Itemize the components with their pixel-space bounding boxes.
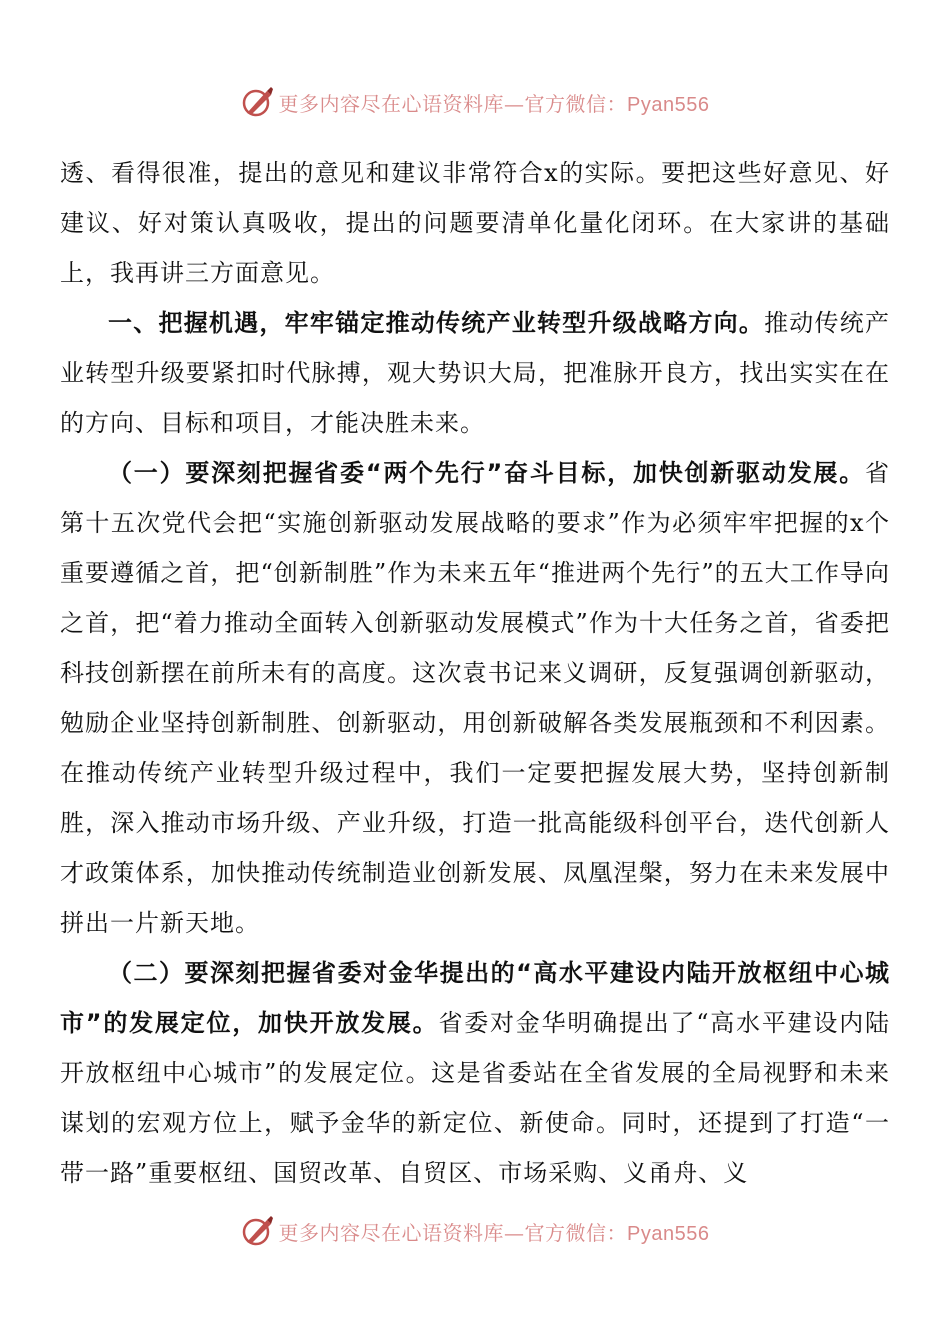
subsection-two-heading: （二）要深刻把握省委对金华提出的“高水平建设内陆开放枢纽中心城市”的发展定位，加快开放发展。 (60, 959, 890, 1037)
subsection-one-heading: （一）要深刻把握省委“两个先行”奋斗目标，加快创新驱动发展。 (108, 459, 865, 487)
pen-nib-logo-icon (241, 85, 275, 119)
subsection-one-text: 省第十五次党代会把“实施创新驱动发展战略的要求”作为必须牢牢把握的x个重要遵循之首，把“创新制胜”作为未来五年“推进两个先行”的五大工作导向之首，把“着力推动全面转入创新驱动发展模式”作为十大任务之首，省委把科技创新摆在前所未有的高度。这次袁书记来义调研，反复强调创新驱动，勉励企业坚持创新制胜、创新驱动，用创新破解各类发展瓶颈和不利因素。在推动传统产业转型升级过程中，我们一定要把握发展大势，坚持创新制胜，深入推动市场升级、产业升级，打造一批高能级科创平台，迭代创新人才政策体系，加快推动传统制造业创新发展、凤凰涅槃，努力在未来发展中拼出一片新天地。 (60, 459, 890, 937)
section-one-heading: 一、把握机遇，牢牢锚定推动传统产业转型升级战略方向。 (108, 309, 765, 337)
watermark-wechat-id: Pyan556 (627, 1222, 710, 1245)
section-one-text: 推动传统产业转型升级要紧扣时代脉搏，观大势识大局，把准脉开良方，找出实实在在的方向、目标和项目，才能决胜未来。 (60, 309, 891, 437)
subsection-two-text: 省委对金华明确提出了“高水平建设内陆开放枢纽中心城市”的发展定位。这是省委站在全省发展的全局视野和未来谋划的宏观方位上，赋予金华的新定位、新使命。同时，还提到了打造“一带一路”重要枢纽、国贸改革、自贸区、市场采购、义甬舟、义 (60, 1009, 890, 1187)
document-body (60, 148, 890, 1198)
watermark-text: 更多内容尽在心语资料库—官方微信：Pyan556 (278, 91, 710, 116)
paragraph-continuation: 透、看得很准，提出的意见和建议非常符合x的实际。要把这些好意见、好建议、好对策认真吸收，提出的问题要清单化量化闭环。在大家讲的基础上，我再讲三方面意见。 (60, 159, 890, 287)
watermark-text: 更多内容尽在心语资料库—官方微信：Pyan556 (278, 1220, 710, 1245)
watermark-wechat-id: Pyan556 (627, 93, 710, 116)
paragraph-subsection-two (60, 948, 890, 1198)
paragraph-subsection-one (60, 448, 890, 948)
header-watermark (0, 82, 950, 122)
paragraph-section-one (60, 298, 890, 448)
pen-nib-logo-icon (241, 1214, 275, 1248)
footer-watermark (0, 1211, 950, 1251)
